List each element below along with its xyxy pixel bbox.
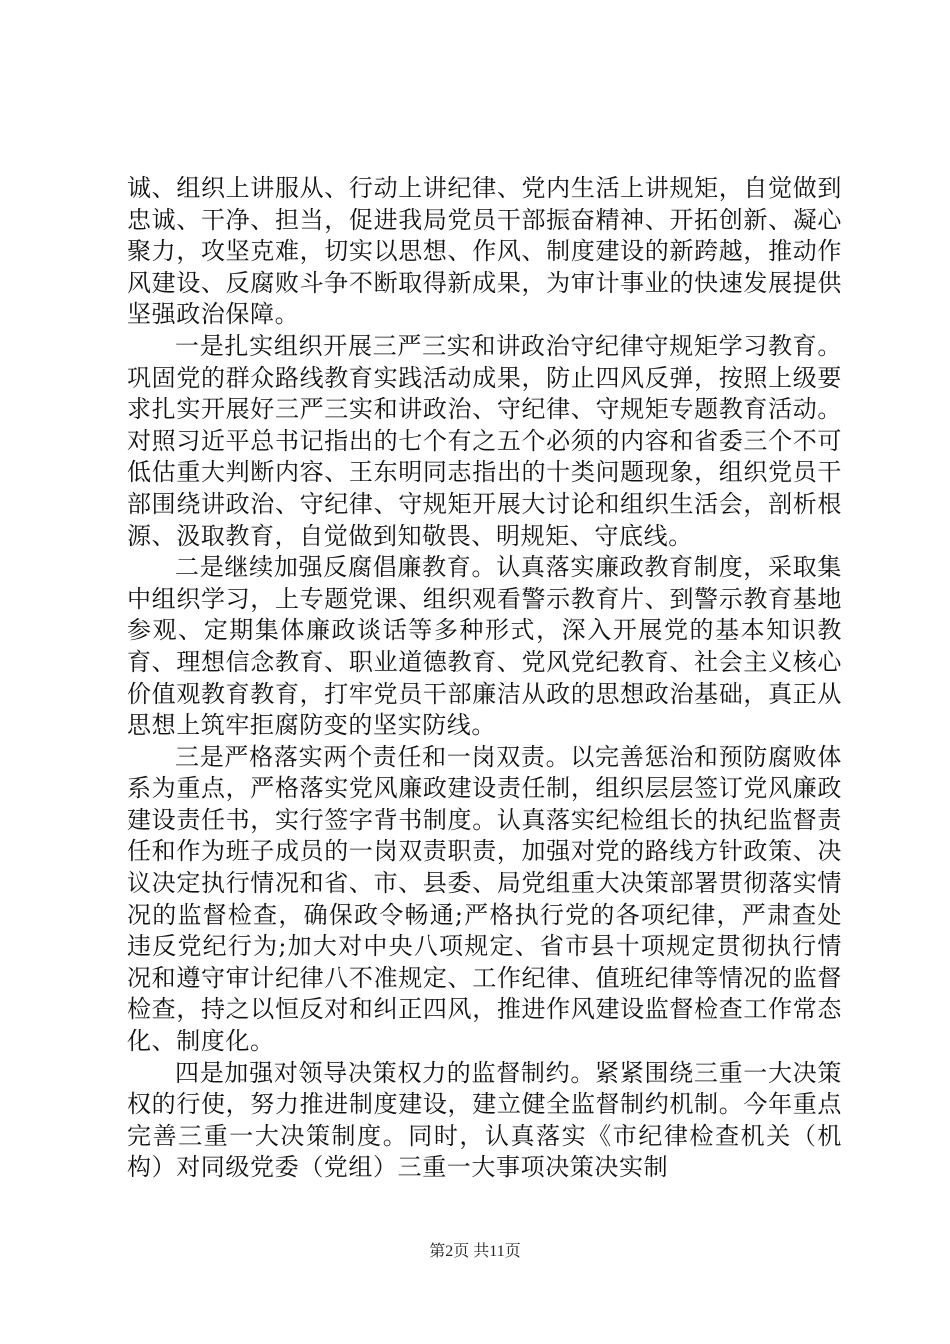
- document-body: [127, 173, 842, 1184]
- paragraph-continuation: 诚、组织上讲服从、行动上讲纪律、党内生活上讲规矩，自觉做到忠诚、干净、担当，促进我局党员干部振奋精神、开拓创新、凝心聚力，攻坚克难，切实以思想、作风、制度建设的新跨越，推动作风建设、反腐败斗争不断取得新成果，为审计事业的快速发展提供坚强政治保障。: [127, 174, 842, 329]
- paragraph-item-two: 二是继续加强反腐倡廉教育。认真落实廉政教育制度，采取集中组织学习，上专题党课、组织观看警示教育片、到警示教育基地参观、定期集体廉政谈话等多种形式，深入开展党的基本知识教育、理想信念教育、职业道德教育、党风党纪教育、社会主义核心价值观教育教育，打牢党员干部廉洁从政的思想政治基础，真正从思想上筑牢拒腐防变的坚实防线。: [127, 553, 842, 740]
- paragraph-item-one: 一是扎实组织开展三严三实和讲政治守纪律守规矩学习教育。巩固党的群众路线教育实践活动成果，防止四风反弹，按照上级要求扎实开展好三严三实和讲政治、守纪律、守规矩专题教育活动。对照习近平总书记指出的七个有之五个必须的内容和省委三个不可低估重大判断内容、王东明同志指出的十类问题现象，组织党员干部围绕讲政治、守纪律、守规矩开展大讨论和组织生活会，剖析根源、汲取教育，自觉做到知敬畏、明规矩、守底线。: [127, 331, 842, 550]
- page-number-footer: 第2页 共11页: [429, 1243, 521, 1260]
- paragraph-item-three: 三是严格落实两个责任和一岗双责。以完善惩治和预防腐败体系为重点，严格落实党风廉政建设责任制，组织层层签订党风廉政建设责任书，实行签字背书制度。认真落实纪检组长的执纪监督责任和作为班子成员的一岗双责职责，加强对党的路线方针政策、决议决定执行情况和省、市、县委、局党组重大决策部署贯彻落实情况的监督检查，确保政令畅通;严格执行党的各项纪律，严肃查处违反党纪行为;加大对中央八项规定、省市县十项规定贯彻执行情况和遵守审计纪律八不准规定、工作纪律、值班纪律等情况的监督检查，持之以恒反对和纠正四风，推进作风建设监督检查工作常态化、制度化。: [127, 742, 842, 1056]
- paragraph-item-four: 四是加强对领导决策权力的监督制约。紧紧围绕三重一大决策权的行使，努力推进制度建设，建立健全监督制约机制。今年重点完善三重一大决策制度。同时，认真落实《市纪律检查机关（机构）对同级党委（党组）三重一大事项决策决实制: [127, 1058, 842, 1182]
